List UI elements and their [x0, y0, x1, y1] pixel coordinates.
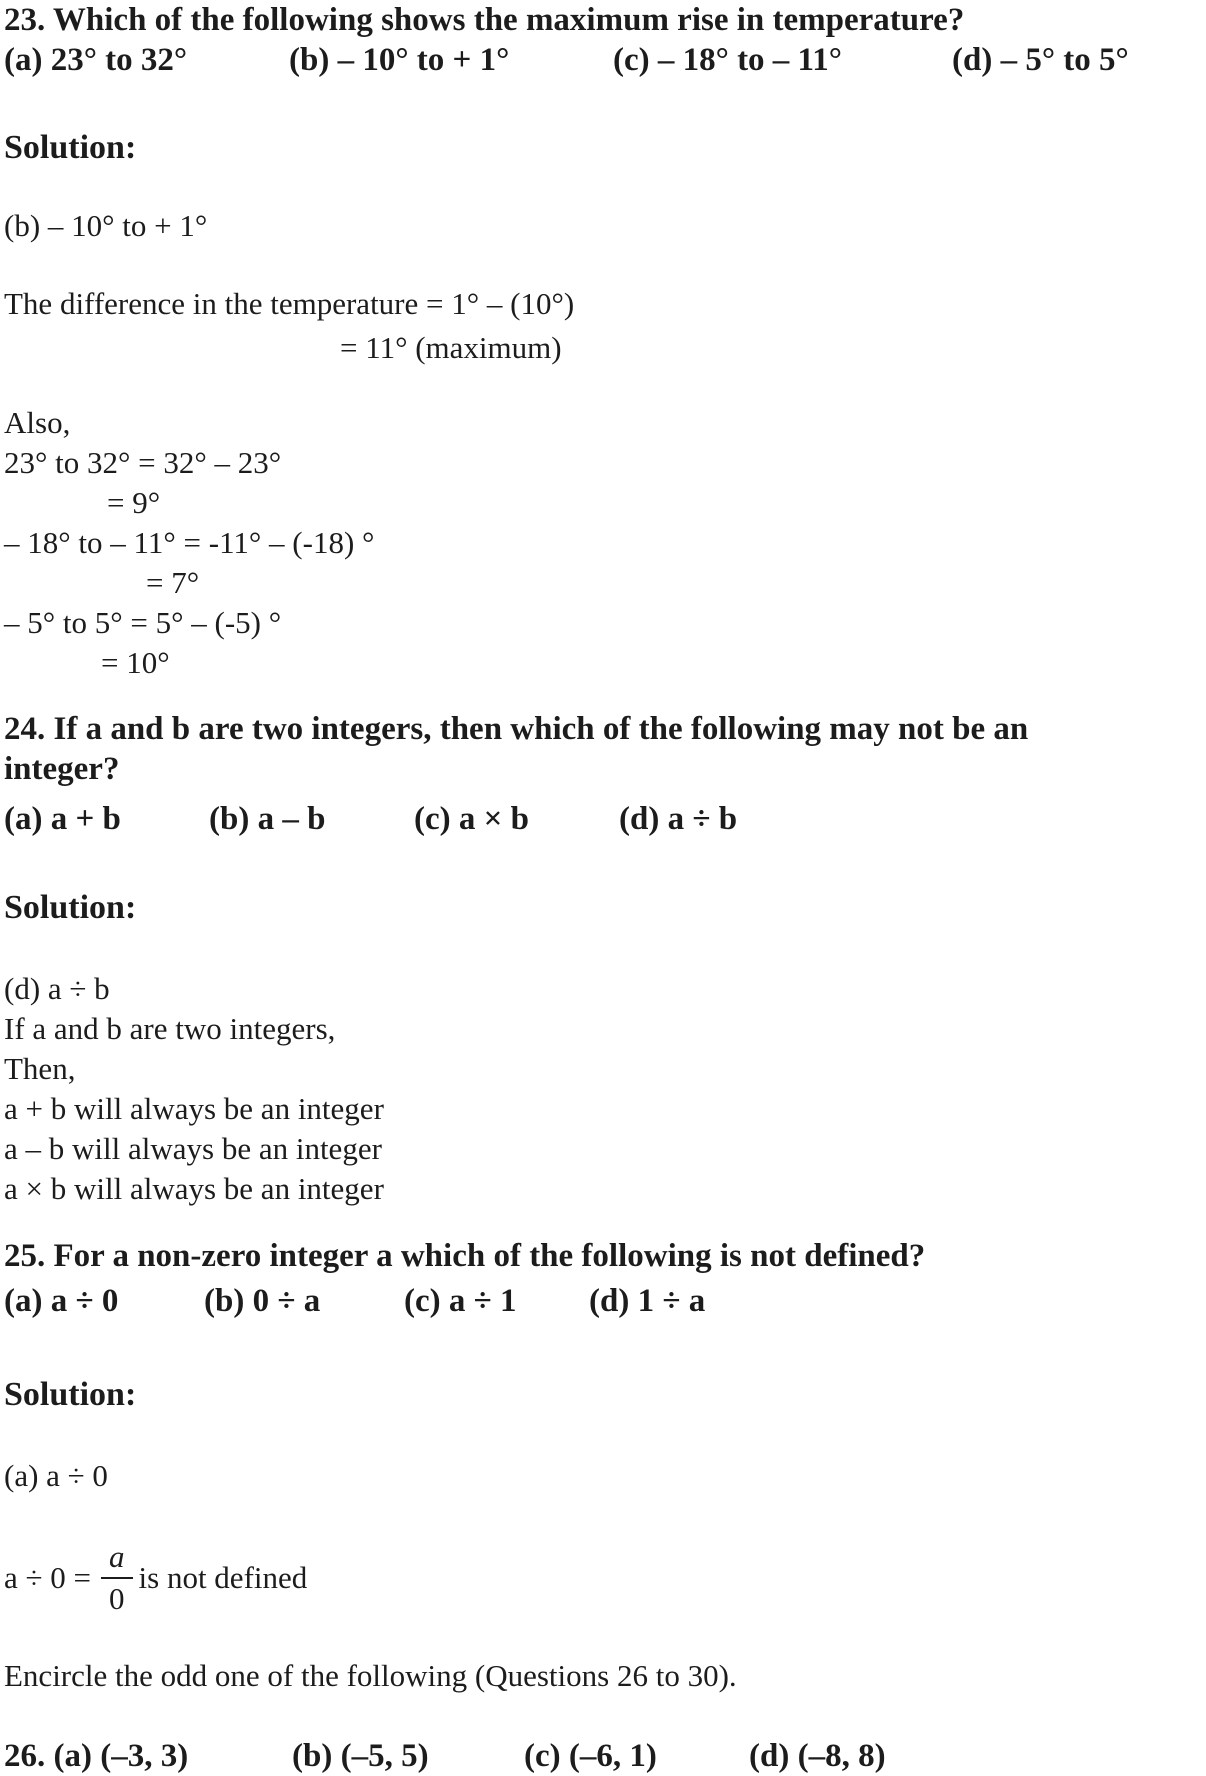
q23-difference-result: = 11° (maximum)	[340, 330, 562, 365]
q24-solution-line-5: a × b will always be an integer	[4, 1171, 384, 1206]
q26-number-and-option-a: 26. (a) (–3, 3)	[4, 1738, 189, 1774]
q24-solution-line-2: Then,	[4, 1051, 76, 1086]
q26-option-c: (c) (–6, 1)	[524, 1738, 657, 1774]
q23-difference-line: The difference in the temperature = 1° – (10°)	[4, 286, 575, 321]
q23-option-d: (d) – 5° to 5°	[952, 42, 1129, 78]
q23-work-expr-1: 23° to 32° = 32° – 23°	[4, 445, 282, 480]
q24-option-b: (b) a – b	[209, 801, 326, 837]
q23-work-result-2: = 7°	[146, 565, 200, 600]
q23-solution-heading: Solution:	[4, 129, 137, 166]
q23-work-result-1: = 9°	[107, 485, 161, 520]
q25-option-c: (c) a ÷ 1	[404, 1283, 517, 1319]
q24-option-a: (a) a + b	[4, 801, 121, 837]
q25-option-d: (d) 1 ÷ a	[589, 1283, 706, 1319]
q24-answer: (d) a ÷ b	[4, 971, 110, 1006]
q24-solution-line-1: If a and b are two integers,	[4, 1011, 336, 1046]
q23-option-b: (b) – 10° to + 1°	[289, 42, 510, 78]
q23-option-a: (a) 23° to 32°	[4, 42, 188, 78]
fraction-denominator: 0	[109, 1581, 125, 1616]
q23-also-label: Also,	[4, 405, 71, 440]
q24-solution-line-4: a – b will always be an integer	[4, 1131, 382, 1166]
encircle-instruction: Encircle the odd one of the following (Questions 26 to 30).	[4, 1658, 737, 1693]
q26-options-row	[4, 1736, 1206, 1776]
q24-solution-line-3: a + b will always be an integer	[4, 1091, 384, 1126]
q25-answer: (a) a ÷ 0	[4, 1458, 108, 1493]
q23-title: 23. Which of the following shows the maximum rise in temperature?	[4, 2, 965, 38]
q26-option-b: (b) (–5, 5)	[292, 1738, 429, 1774]
q25-solution-heading: Solution:	[4, 1376, 137, 1413]
q23-options-row	[4, 40, 1206, 80]
q23-answer: (b) – 10° to + 1°	[4, 208, 208, 243]
q24-title-line2: integer?	[4, 751, 120, 787]
q23-work-expr-2: – 18° to – 11° = -11° – (-18) °	[4, 525, 375, 560]
fraction-numerator: a	[101, 1539, 133, 1579]
q24-title-line1: 24. If a and b are two integers, then which of the following may not be an	[4, 711, 1029, 747]
q25-fraction-prefix: a ÷ 0 =	[4, 1560, 92, 1595]
q24-solution-heading: Solution:	[4, 889, 137, 926]
q23-option-c: (c) – 18° to – 11°	[613, 42, 842, 78]
q23-work-result-3: = 10°	[101, 645, 170, 680]
q25-option-a: (a) a ÷ 0	[4, 1283, 119, 1319]
q24-option-c: (c) a × b	[414, 801, 530, 837]
q25-option-b: (b) 0 ÷ a	[204, 1283, 321, 1319]
q24-options-row	[4, 799, 1206, 839]
q26-option-d: (d) (–8, 8)	[749, 1738, 886, 1774]
fraction-a-over-0	[101, 1539, 133, 1617]
q25-fraction-suffix: is not defined	[138, 1560, 308, 1595]
q25-options-row	[4, 1281, 1206, 1321]
q25-fraction-line	[4, 1540, 1206, 1616]
q25-title: 25. For a non-zero integer a which of the following is not defined?	[4, 1238, 926, 1274]
q24-option-d: (d) a ÷ b	[619, 801, 738, 837]
q23-work-expr-3: – 5° to 5° = 5° – (-5) °	[4, 605, 282, 640]
